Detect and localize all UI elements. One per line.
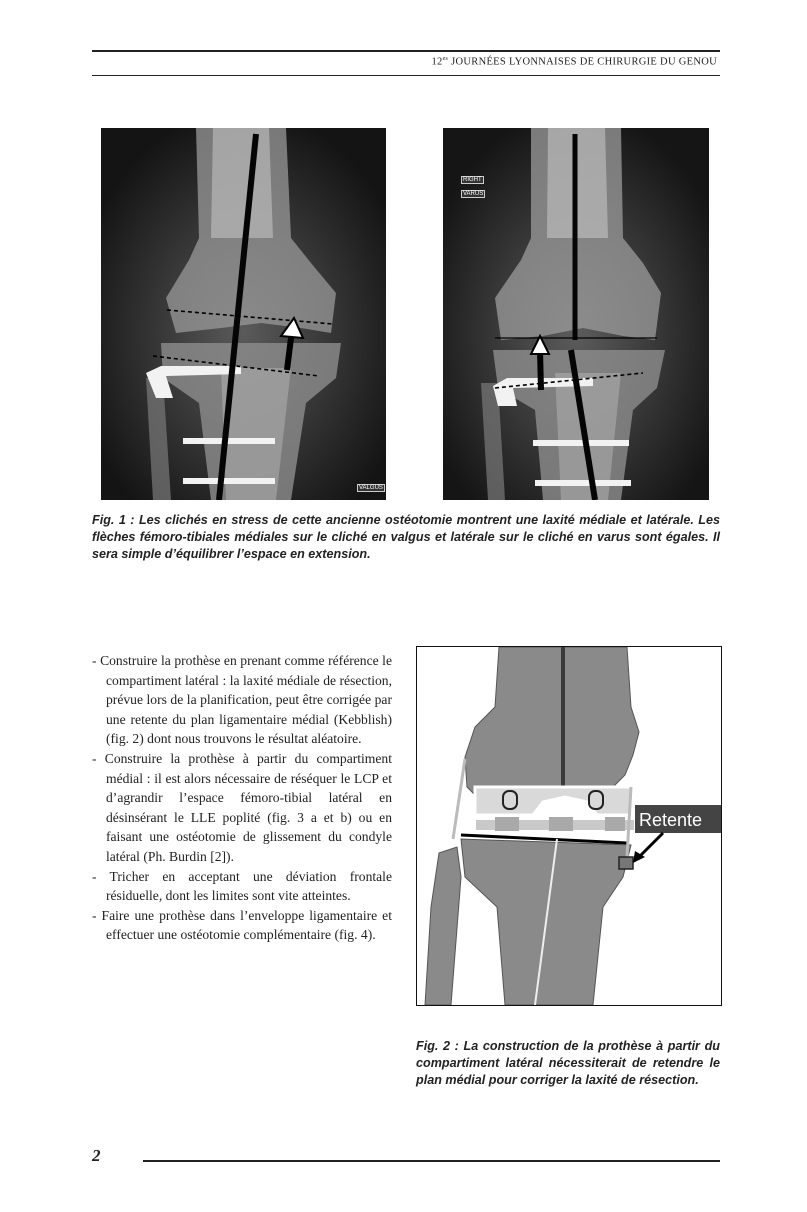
right-label: RIGHT xyxy=(463,177,482,183)
running-head: $12^{es}$ JOURNÉES LYONNAISES DE CHIRURGIE DU GENOU xyxy=(431,56,717,68)
page-number: 2 xyxy=(92,1146,101,1165)
list-item: - Construire la prothèse à partir du compartiment médial : il est alors nécessaire de réséquer le LCP et d’agrandir l’espace fémoro-tibial latéral en désinsérant le LLE poplité (fig. 3 a et b) ou en faisant une ostéotomie de glissement du condyle latéral (Ph. Burdin [2]). xyxy=(92,749,392,867)
retente-label: Retente xyxy=(639,810,703,830)
varus-label: VARUS xyxy=(463,191,484,197)
list-item: - Construire la prothèse en prenant comme référence le compartiment latéral : la laxité médiale de résection, prévue lors de la planification, peut être corrigée par une retente du plan ligamentaire médial (Kebblish) (fig. 2) dont nous trouvons le résultat aléatoire. xyxy=(92,651,392,749)
list-item: - Faire une prothèse dans l’enveloppe ligamentaire et effectuer une ostéotomie complémentaire (fig. 4). xyxy=(92,906,392,945)
figure2-caption: Fig. 2 : La construction de la prothèse à partir du compartiment latéral nécessiterait de retendre le plan médial pour corriger la laxité de résection. xyxy=(416,1039,720,1087)
body-list xyxy=(92,651,392,945)
figure1-left-xray xyxy=(101,128,386,500)
valgus-label: VALGUS xyxy=(359,485,383,491)
figure1-caption: Fig. 1 : Les clichés en stress de cette ancienne ostéotomie montrent une laxité médiale et latérale. Les flèches fémoro-tibiales médiales sur le cliché en valgus et latérale sur le cliché en varus sont égales. Il sera simple d’équilibrer l’espace en extension. xyxy=(92,513,720,561)
header-underline xyxy=(92,75,720,76)
header-rule xyxy=(92,50,720,52)
figure2-diagram xyxy=(416,646,722,1006)
figure1-right-xray xyxy=(443,128,709,500)
footer-rule xyxy=(143,1160,720,1162)
list-item: - Tricher en acceptant une déviation frontale résiduelle, dont les limites sont vite atteintes. xyxy=(92,867,392,906)
